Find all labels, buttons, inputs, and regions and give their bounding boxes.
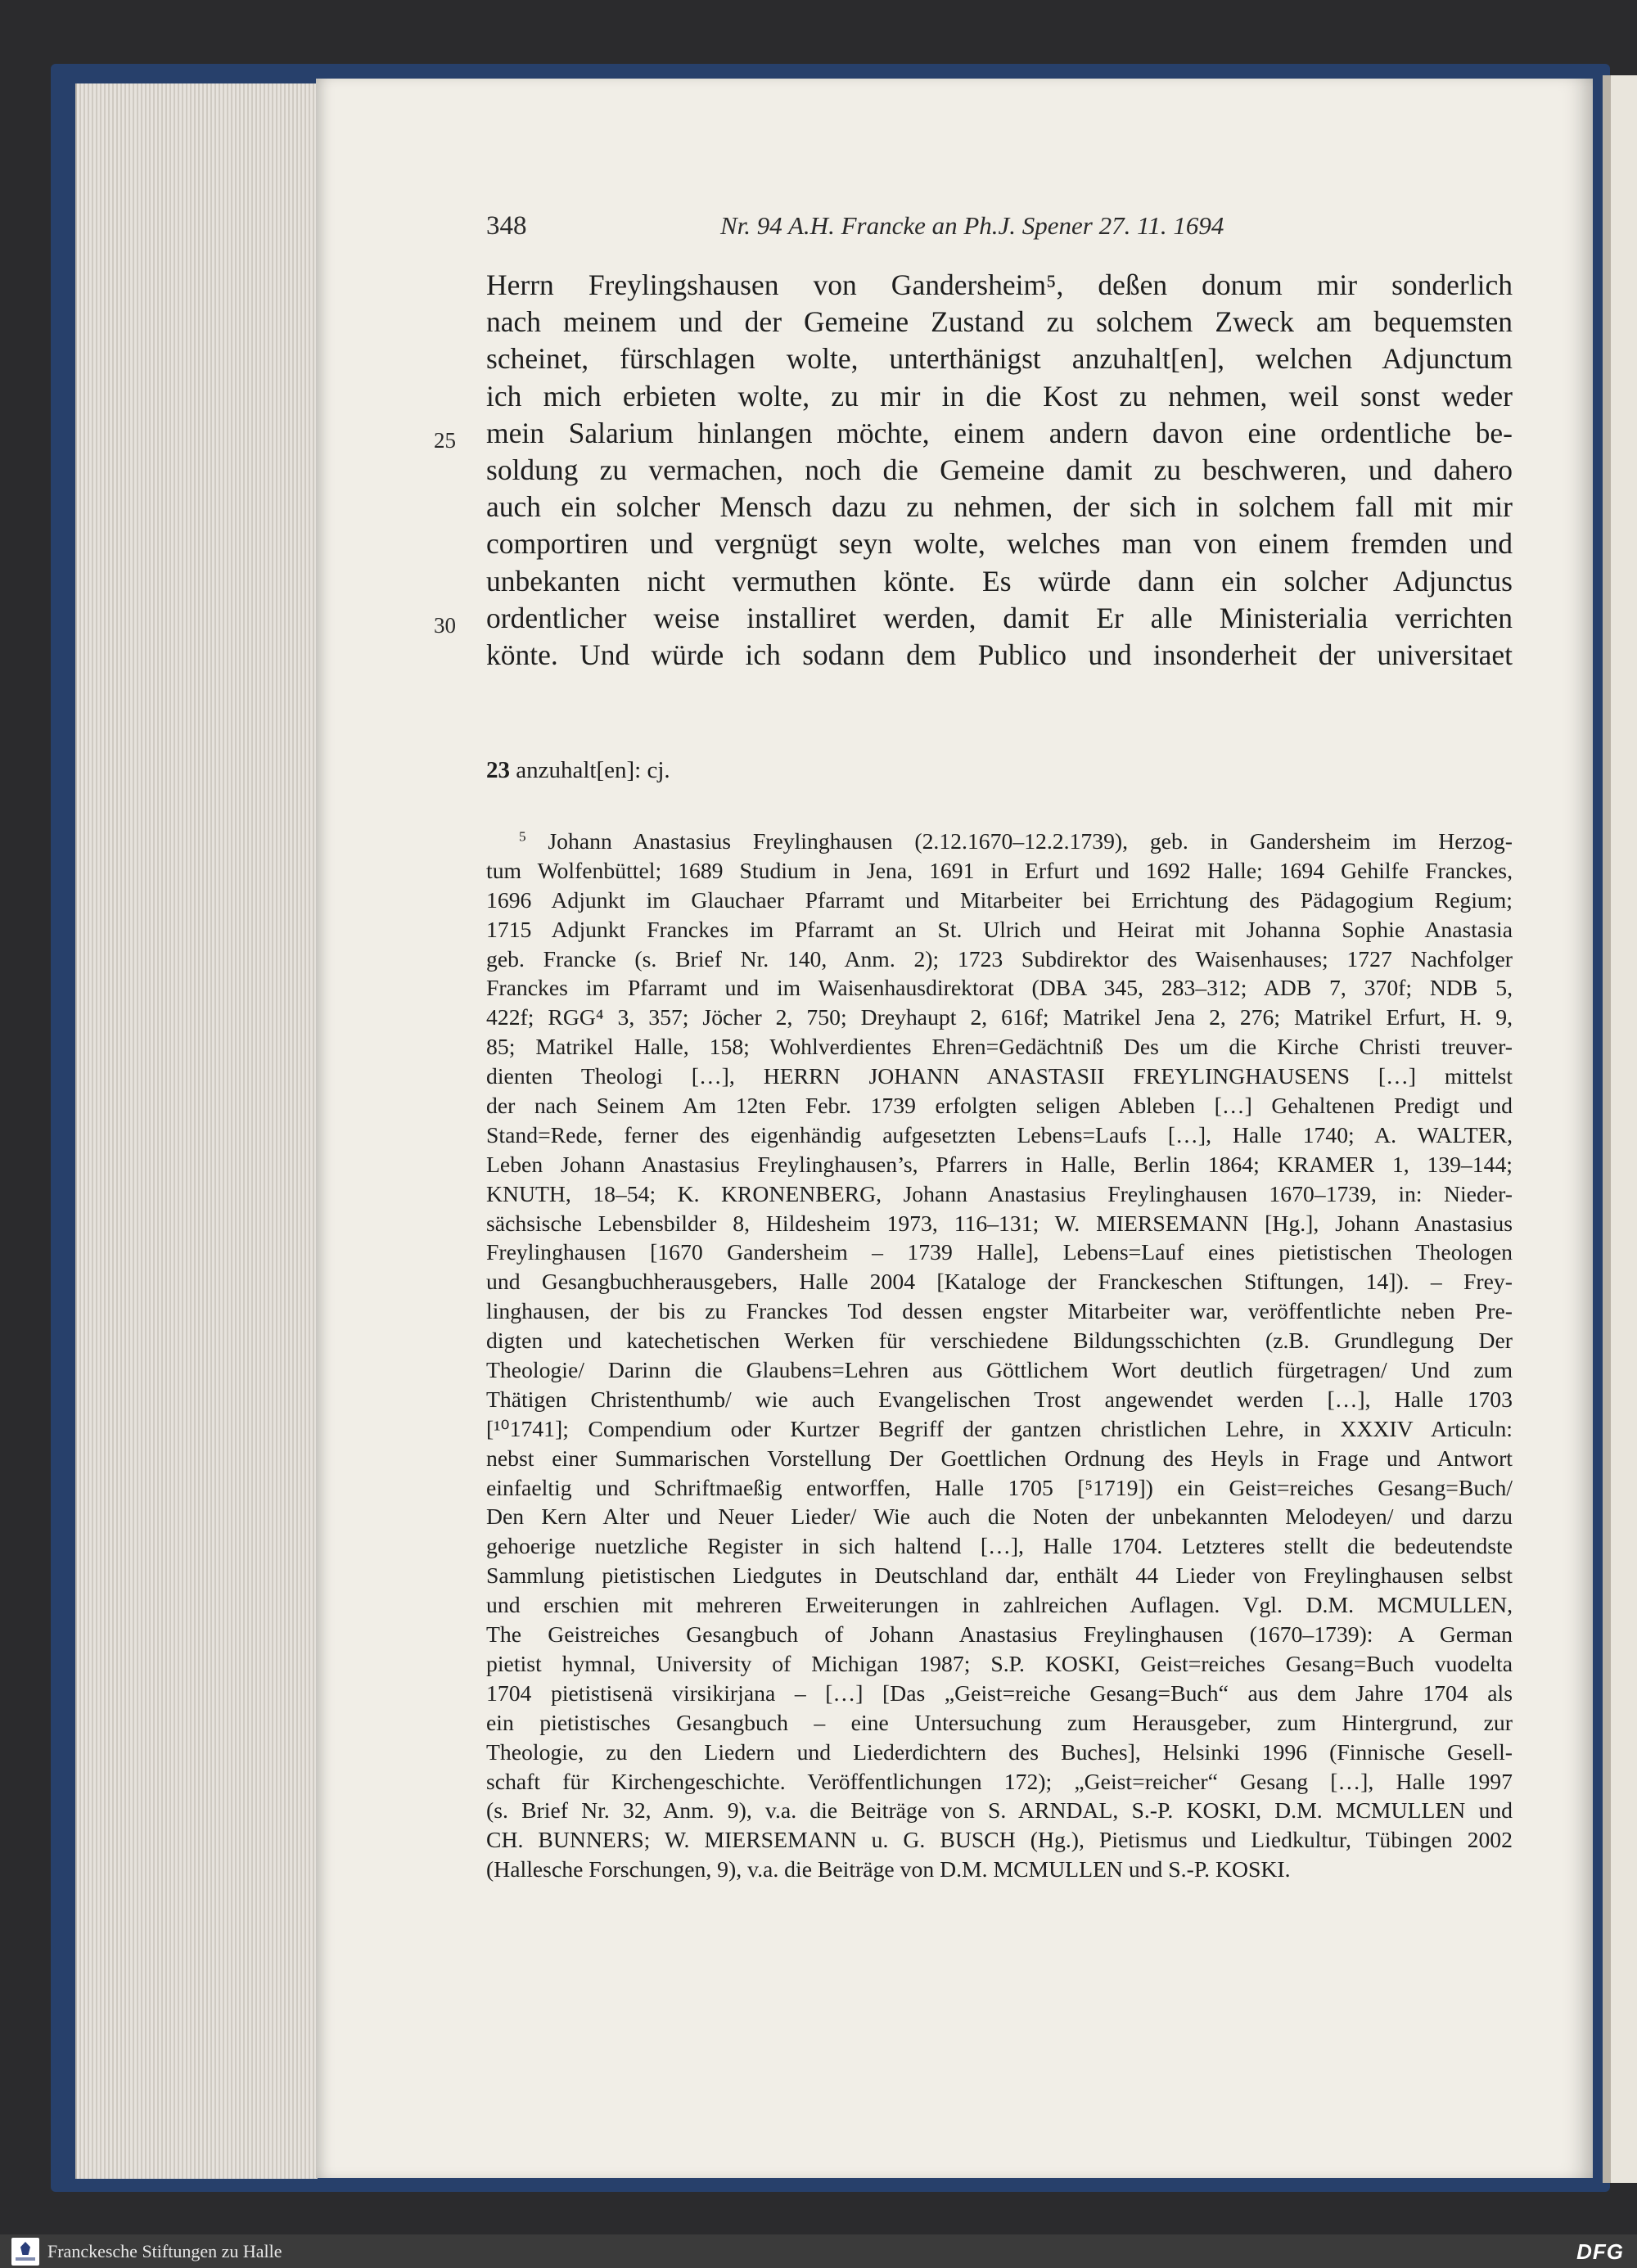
- footnote-line: Theologie/ Darinn die Glaubens=Lehren aus Göttlichem Wort deutlich fürgetragen/ Und zum: [486, 1357, 1513, 1383]
- institution-logo-icon: [11, 2238, 39, 2266]
- main-text: [486, 267, 1513, 674]
- footnote-line: [¹⁰1741]; Compendium oder Kurtzer Begriff der gantzen christlichen Lehre, in XXXIV Articuln:: [486, 1415, 1513, 1441]
- apparatus-text: anzuhalt[en]: cj.: [516, 757, 670, 783]
- line-number-30: 30: [434, 613, 456, 638]
- text-line: Herrn Freylingshausen von Gandersheim⁵, deßen donum mir sonderlich: [486, 268, 1513, 301]
- footnote-line: 1696 Adjunkt im Glauchaer Pfarramt und Mitarbeiter bei Errichtung des Pädagogium Regium;: [486, 886, 1513, 913]
- line-number-25: 25: [434, 428, 456, 453]
- footnote-line: tum Wolfenbüttel; 1689 Studium in Jena, 1691 in Erfurt und 1692 Halle; 1694 Gehilfe Franckes,: [486, 857, 1513, 883]
- footnote-line: schaft für Kirchengeschichte. Veröffentlichungen 172); „Geist=reicher“ Gesang […], Halle 1997: [486, 1768, 1513, 1794]
- text-line: soldung zu vermachen, noch die Gemeine damit zu beschweren, und dahero: [486, 453, 1513, 486]
- text-line: auch ein solcher Mensch dazu zu nehmen, der sich in solchem fall mit mir: [486, 490, 1513, 524]
- footnote-first-line: [486, 827, 1513, 856]
- page-number: 348: [486, 211, 527, 241]
- footnote-line: Franckes im Pfarramt und im Waisenhausdirektorat (DBA 345, 283–312; ADB 7, 370f; NDB 5,: [486, 975, 1513, 1001]
- page-header: [486, 211, 1305, 252]
- footnote-line: gehoerige nuetzliche Register in sich haltend […], Halle 1704. Letzteres stellt die bedeutendste: [486, 1533, 1513, 1559]
- dfg-logo: DFG: [1576, 2239, 1624, 2264]
- footnote: [486, 827, 1513, 1884]
- apparatus-line-ref: 23: [486, 757, 510, 783]
- footnote-line: Theologie, zu den Liedern und Liederdichtern des Buches], Helsinki 1996 (Finnische Gesell-: [486, 1738, 1513, 1765]
- footnote-line: sächsische Lebensbilder 8, Hildesheim 1973, 116–131; W. MIERSEMANN [Hg.], Johann Anastasius: [486, 1210, 1513, 1236]
- footnote-line: dienten Theologi […], HERRN JOHANN ANASTASII FREYLINGHAUSENS […] mittelst: [486, 1063, 1513, 1089]
- footnote-line: 1715 Adjunkt Franckes im Pfarramt an St. Ulrich und Heirat mit Johanna Sophie Anastasia: [486, 916, 1513, 942]
- running-head: Nr. 94 A.H. Francke an Ph.J. Spener 27. 11. 1694: [720, 211, 1224, 240]
- text-line: nach meinem und der Gemeine Zustand zu solchem Zweck am bequemsten: [486, 305, 1513, 339]
- footnote-line: ein pietistisches Gesangbuch – eine Untersuchung zum Herausgeber, zum Hintergrund, zur: [486, 1709, 1513, 1735]
- footnote-line: und erschien mit mehreren Erweiterungen in zahlreichen Auflagen. Vgl. D.M. MCMULLEN,: [486, 1592, 1513, 1618]
- footnote-line: KNUTH, 18–54; K. KRONENBERG, Johann Anastasius Freylinghausen 1670–1739, in: Nieder-: [486, 1180, 1513, 1206]
- footnote-line: Stand=Rede, ferner des eigenhändig aufgesetzten Lebens=Laufs […], Halle 1740; A. WALTER,: [486, 1121, 1513, 1148]
- footnote-line: der nach Seinem Am 12ten Febr. 1739 erfolgten seligen Ableben […] Gehaltenen Predigt und: [486, 1093, 1513, 1119]
- footnote-line: einfaeltig und Schriftmaeßig entworffen, Halle 1705 [⁵1719]) ein Geist=reiches Gesang=Buch/: [486, 1474, 1513, 1500]
- footnote-line: 422f; RGG⁴ 3, 357; Jöcher 2, 750; Dreyhaupt 2, 616f; Matrikel Jena 2, 276; Matrikel Erfurt, H. 9,: [486, 1004, 1513, 1030]
- text-line: ich mich erbieten wolte, zu mir in die Kost zu nehmen, weil sonst weder: [486, 379, 1513, 413]
- footnote-marker: 5: [519, 828, 526, 845]
- viewer-footer: [0, 2234, 1637, 2268]
- facing-page-edge: [1603, 75, 1637, 2183]
- footnote-line: und Gesangbuchherausgebers, Halle 2004 [Kataloge der Franckeschen Stiftungen, 14]). – Frey-: [486, 1269, 1513, 1295]
- footnote-text: Johann Anastasius Freylinghausen (2.12.1670–12.2.1739), geb. in Gandersheim im Herzog-: [548, 828, 1513, 854]
- text-line: comportiren und vergnügt seyn wolte, welches man von einem fremden und: [486, 527, 1513, 561]
- footnote-line: pietist hymnal, University of Michigan 1987; S.P. KOSKI, Geist=reiches Gesang=Buch vuodelta: [486, 1650, 1513, 1676]
- footnote-line: digten und katechetischen Werken für verschiedene Bildungsschichten (z.B. Grundlegung Der: [486, 1328, 1513, 1354]
- footnote-line: linghausen, der bis zu Franckes Tod dessen engster Mitarbeiter war, veröffentlichte neben Pre-: [486, 1298, 1513, 1324]
- critical-apparatus: [486, 757, 670, 784]
- text-line: mein Salarium hinlangen möchte, einem andern davon eine ordentliche be-: [486, 416, 1513, 449]
- page-edges: [75, 83, 318, 2179]
- text-line: unbekanten nicht vermuthen könte. Es würde dann ein solcher Adjunctus: [486, 564, 1513, 597]
- footnote-line: Sammlung pietistischen Liedgutes in Deutschland dar, enthält 44 Lieder von Freylinghausen selbst: [486, 1562, 1513, 1589]
- text-line: scheinet, fürschlagen wolte, unterthänigst anzuhalt[en], welchen Adjunctum: [486, 342, 1513, 376]
- footnote-line: Freylinghausen [1670 Gandersheim – 1739 Halle], Lebens=Lauf eines pietistischen Theologen: [486, 1239, 1513, 1265]
- footnote-line: The Geistreiches Gesangbuch of Johann Anastasius Freylinghausen (1670–1739): A German: [486, 1621, 1513, 1648]
- footnote-line: (Hallesche Forschungen, 9), v.a. die Beiträge von D.M. MCMULLEN und S.-P. KOSKI.: [486, 1856, 1291, 1882]
- text-line: könte. Und würde ich sodann dem Publico und insonderheit der universitaet: [486, 638, 1513, 671]
- footnote-line: nebst einer Summarischen Vorstellung Der Goettlichen Ordnung des Heyls in Frage und Antwort: [486, 1445, 1513, 1471]
- footnote-line: CH. BUNNERS; W. MIERSEMANN u. G. BUSCH (Hg.), Pietismus und Liedkultur, Tübingen 2002: [486, 1827, 1513, 1853]
- footnote-line: Leben Johann Anastasius Freylinghausen’s, Pfarrers in Halle, Berlin 1864; KRAMER 1, 139–144;: [486, 1151, 1513, 1177]
- footnote-line: geb. Francke (s. Brief Nr. 140, Anm. 2); 1723 Subdirektor des Waisenhauses; 1727 Nachfolger: [486, 945, 1513, 972]
- institution-name: Franckesche Stiftungen zu Halle: [47, 2241, 282, 2261]
- text-line: ordentlicher weise installiret werden, damit Er alle Ministerialia verrichten: [486, 601, 1513, 634]
- footnote-line: Thätigen Christenthumb/ wie auch Evangelischen Trost angewendet werden […], Halle 1703: [486, 1386, 1513, 1412]
- footnote-line: Den Kern Alter und Neuer Lieder/ Wie auch die Noten der unbekannten Melodeyen/ und darzu: [486, 1504, 1513, 1530]
- footnote-line: 1704 pietistisenä virsikirjana – […] [Das „Geist=reiche Gesang=Buch“ aus dem Jahre 1704 als: [486, 1680, 1513, 1706]
- footnote-line: (s. Brief Nr. 32, Anm. 9), v.a. die Beiträge von S. ARNDAL, S.-P. KOSKI, D.M. MCMULLEN und: [486, 1797, 1513, 1824]
- footnote-line: 85; Matrikel Halle, 158; Wohlverdientes Ehren=Gedächtniß Des um die Kirche Christi treuver-: [486, 1034, 1513, 1060]
